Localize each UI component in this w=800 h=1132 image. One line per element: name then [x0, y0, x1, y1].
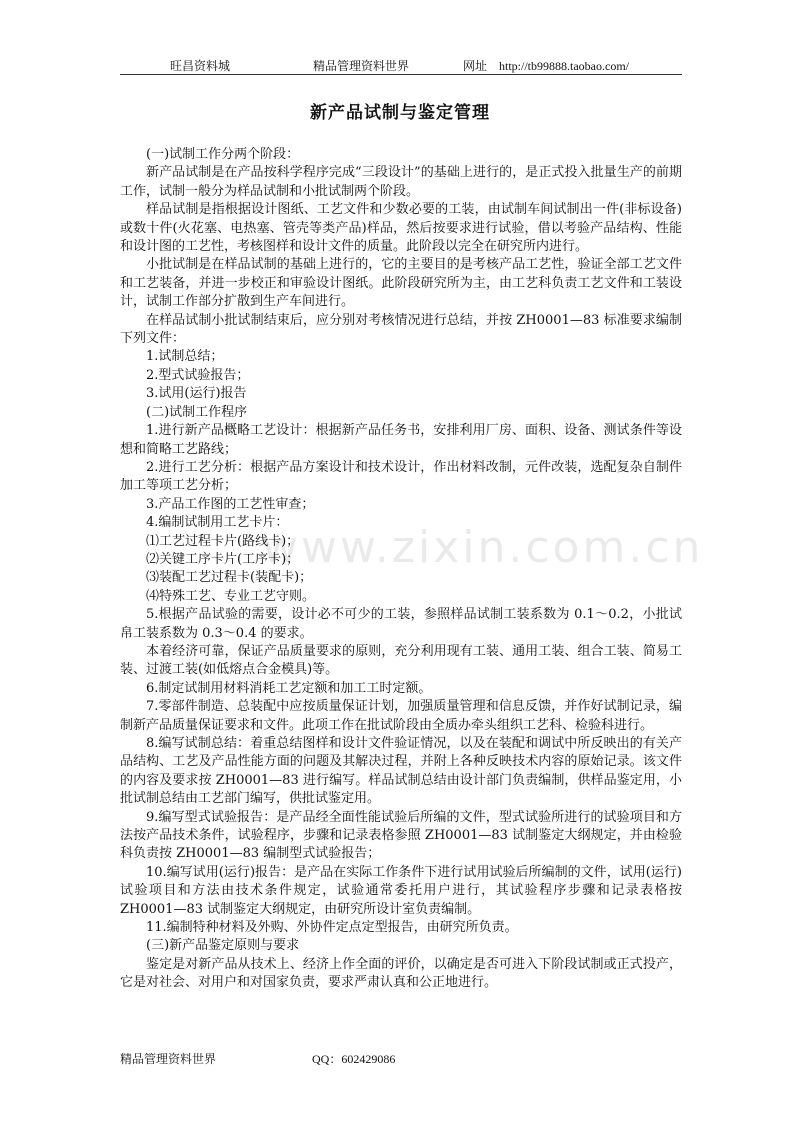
footer-qq: QQ：602429086	[312, 1052, 396, 1066]
footer-site-name: 精品管理资料世界	[120, 1052, 217, 1066]
paragraph: 在样品试制小批试制结束后，应分别对考核情况进行总结，并按 ZH0001—83 标准要求编制下列文件：	[120, 312, 682, 347]
paragraph: 2.进行工艺分析：根据产品方案设计和技术设计，作出材料改制，元件改装，选配复杂自制件加工等项工艺分析；	[120, 459, 682, 494]
page-footer	[120, 1050, 682, 1068]
paragraph: ⑶装配工艺过程卡(装配卡)；	[146, 570, 313, 586]
paragraph: 1.进行新产品概略工艺设计：根据新产品任务书，安排利用厂房、面积、设备、测试条件等设想和简略工艺路线；	[120, 423, 682, 457]
paragraph: ⑵关键工序卡片(工序卡)；	[146, 551, 300, 567]
paragraph: 11.编制特种材料及外购、外协件定点定型报告，由研究所负责。	[146, 920, 518, 936]
paragraph: 鉴定是对新产品从技术上、经济上作全面的评价，以确定是否可进入下阶段试制或正式投产，它是对社会、对用户和对国家负责，要求严肃认真和公正地进行。	[120, 956, 682, 991]
paragraph: 3.试用(运行)报告	[146, 386, 247, 402]
paragraph: 样品试制是指根据设计图纸、工艺文件和少数必要的工装，由试制车间试制出一件(非标设备)或数十件(火花塞、电热塞、管壳等类产品)样品，然后按要求进行试验，借以考验产品结构、性能和设计图的工艺性，考核图样和设计文件的质量。此阶段以完全在研究所内进行。	[120, 202, 682, 255]
header-site-name: 精品管理资料世界	[313, 59, 410, 73]
paragraph: 4.编制试制用工艺卡片：	[146, 515, 289, 531]
paragraph: 5.根据产品试验的需要，设计必不可少的工装，参照样品试制工装系数为 0.1～0.2，小批试帛工装系数为 0.3～0.4 的要求。	[120, 607, 682, 641]
paragraph: ⑷特殊工艺、专业工艺守则。	[146, 588, 316, 604]
paragraph: 8.编写试制总结：着重总结图样和设计文件验证情况，以及在装配和调试中所反映出的有关产品结构、工艺及产品性能方面的问题及其解决过程，并附上各种反映技术内容的原始记录。该文件的内容及要求按 ZH0001—83 进行编写。样品试制总结由设计部门负责编制，供样品鉴定用，小批试制总结由工艺部门编写，供批试鉴定用。	[120, 736, 682, 807]
paragraph: 1.试制总结；	[146, 349, 224, 365]
document-title: 新产品试制与鉴定管理	[310, 103, 490, 123]
header-url[interactable]: 网址 http://tb99888.taobao.com/	[463, 59, 629, 73]
paragraph: (三)新产品鉴定原则与要求	[146, 938, 300, 954]
paragraph: 本着经济可靠，保证产品质量要求的原则，充分利用现有工装、通用工装、组合工装、简易工装、过渡工装(如低熔点合金模具)等。	[120, 643, 682, 678]
paragraph: (一)试制工作分两个阶段：	[146, 147, 300, 162]
paragraph: (二)试制工作程序	[146, 404, 248, 420]
document-body	[120, 146, 682, 993]
paragraph: 6.制定试制用材料消耗工艺定额和加工工时定额。	[146, 680, 432, 696]
paragraph: 10.编写试用(运行)报告：是产品在实际工作条件下进行试用试验后所编制的文件，试用(运行)试验项目和方法由技术条件规定，试验通常委托用户进行，其试验程序步骤和记录表格按 ZH0001—83 试制鉴定大纲规定，由研究所设计室负责编制。	[120, 864, 682, 917]
header-divider	[120, 74, 682, 75]
paragraph: ⑴工艺过程卡片(路线卡)；	[146, 533, 300, 549]
paragraph: 9.编写型式试验报告：是产品经全面性能试验后所编的文件，型式试验所进行的试验项目和方法按产品技术条件，试验程序，步骤和记录表格参照 ZH0001—83 试制鉴定大纲规定，并由检验科负责按 ZH0001—83 编制型式试验报告；	[120, 809, 682, 862]
header-shop-name: 旺昌资料城	[170, 59, 231, 73]
paragraph: 小批试制是在样品试制的基础上进行的，它的主要目的是考核产品工艺性，验证全部工艺文件和工艺装备，并进一步校正和审验设计图纸。此阶段研究所为主，由工艺科负责工艺文件和工装设计，试制工作部分扩散到生产车间进行。	[120, 257, 682, 310]
paragraph: 3.产品工作图的工艺性审查；	[146, 496, 315, 512]
paragraph: 7.零部件制造、总装配中应按质量保证计划，加强质量管理和信息反馈，并作好试制记录，编制新产品质量保证要求和文件。此项工作在批试阶段由全质办牵头组织工艺科、检验科进行。	[120, 699, 682, 733]
page-header	[120, 57, 682, 75]
paragraph: 新产品试制是在产品按科学程序完成“三段设计”的基础上进行的，是正式投入批量生产的前期工作，试制一般分为样品试制和小批试制两个阶段。	[120, 165, 682, 199]
paragraph: 2.型式试验报告；	[146, 367, 250, 383]
watermark: www.zixin.com.cn	[262, 522, 704, 573]
